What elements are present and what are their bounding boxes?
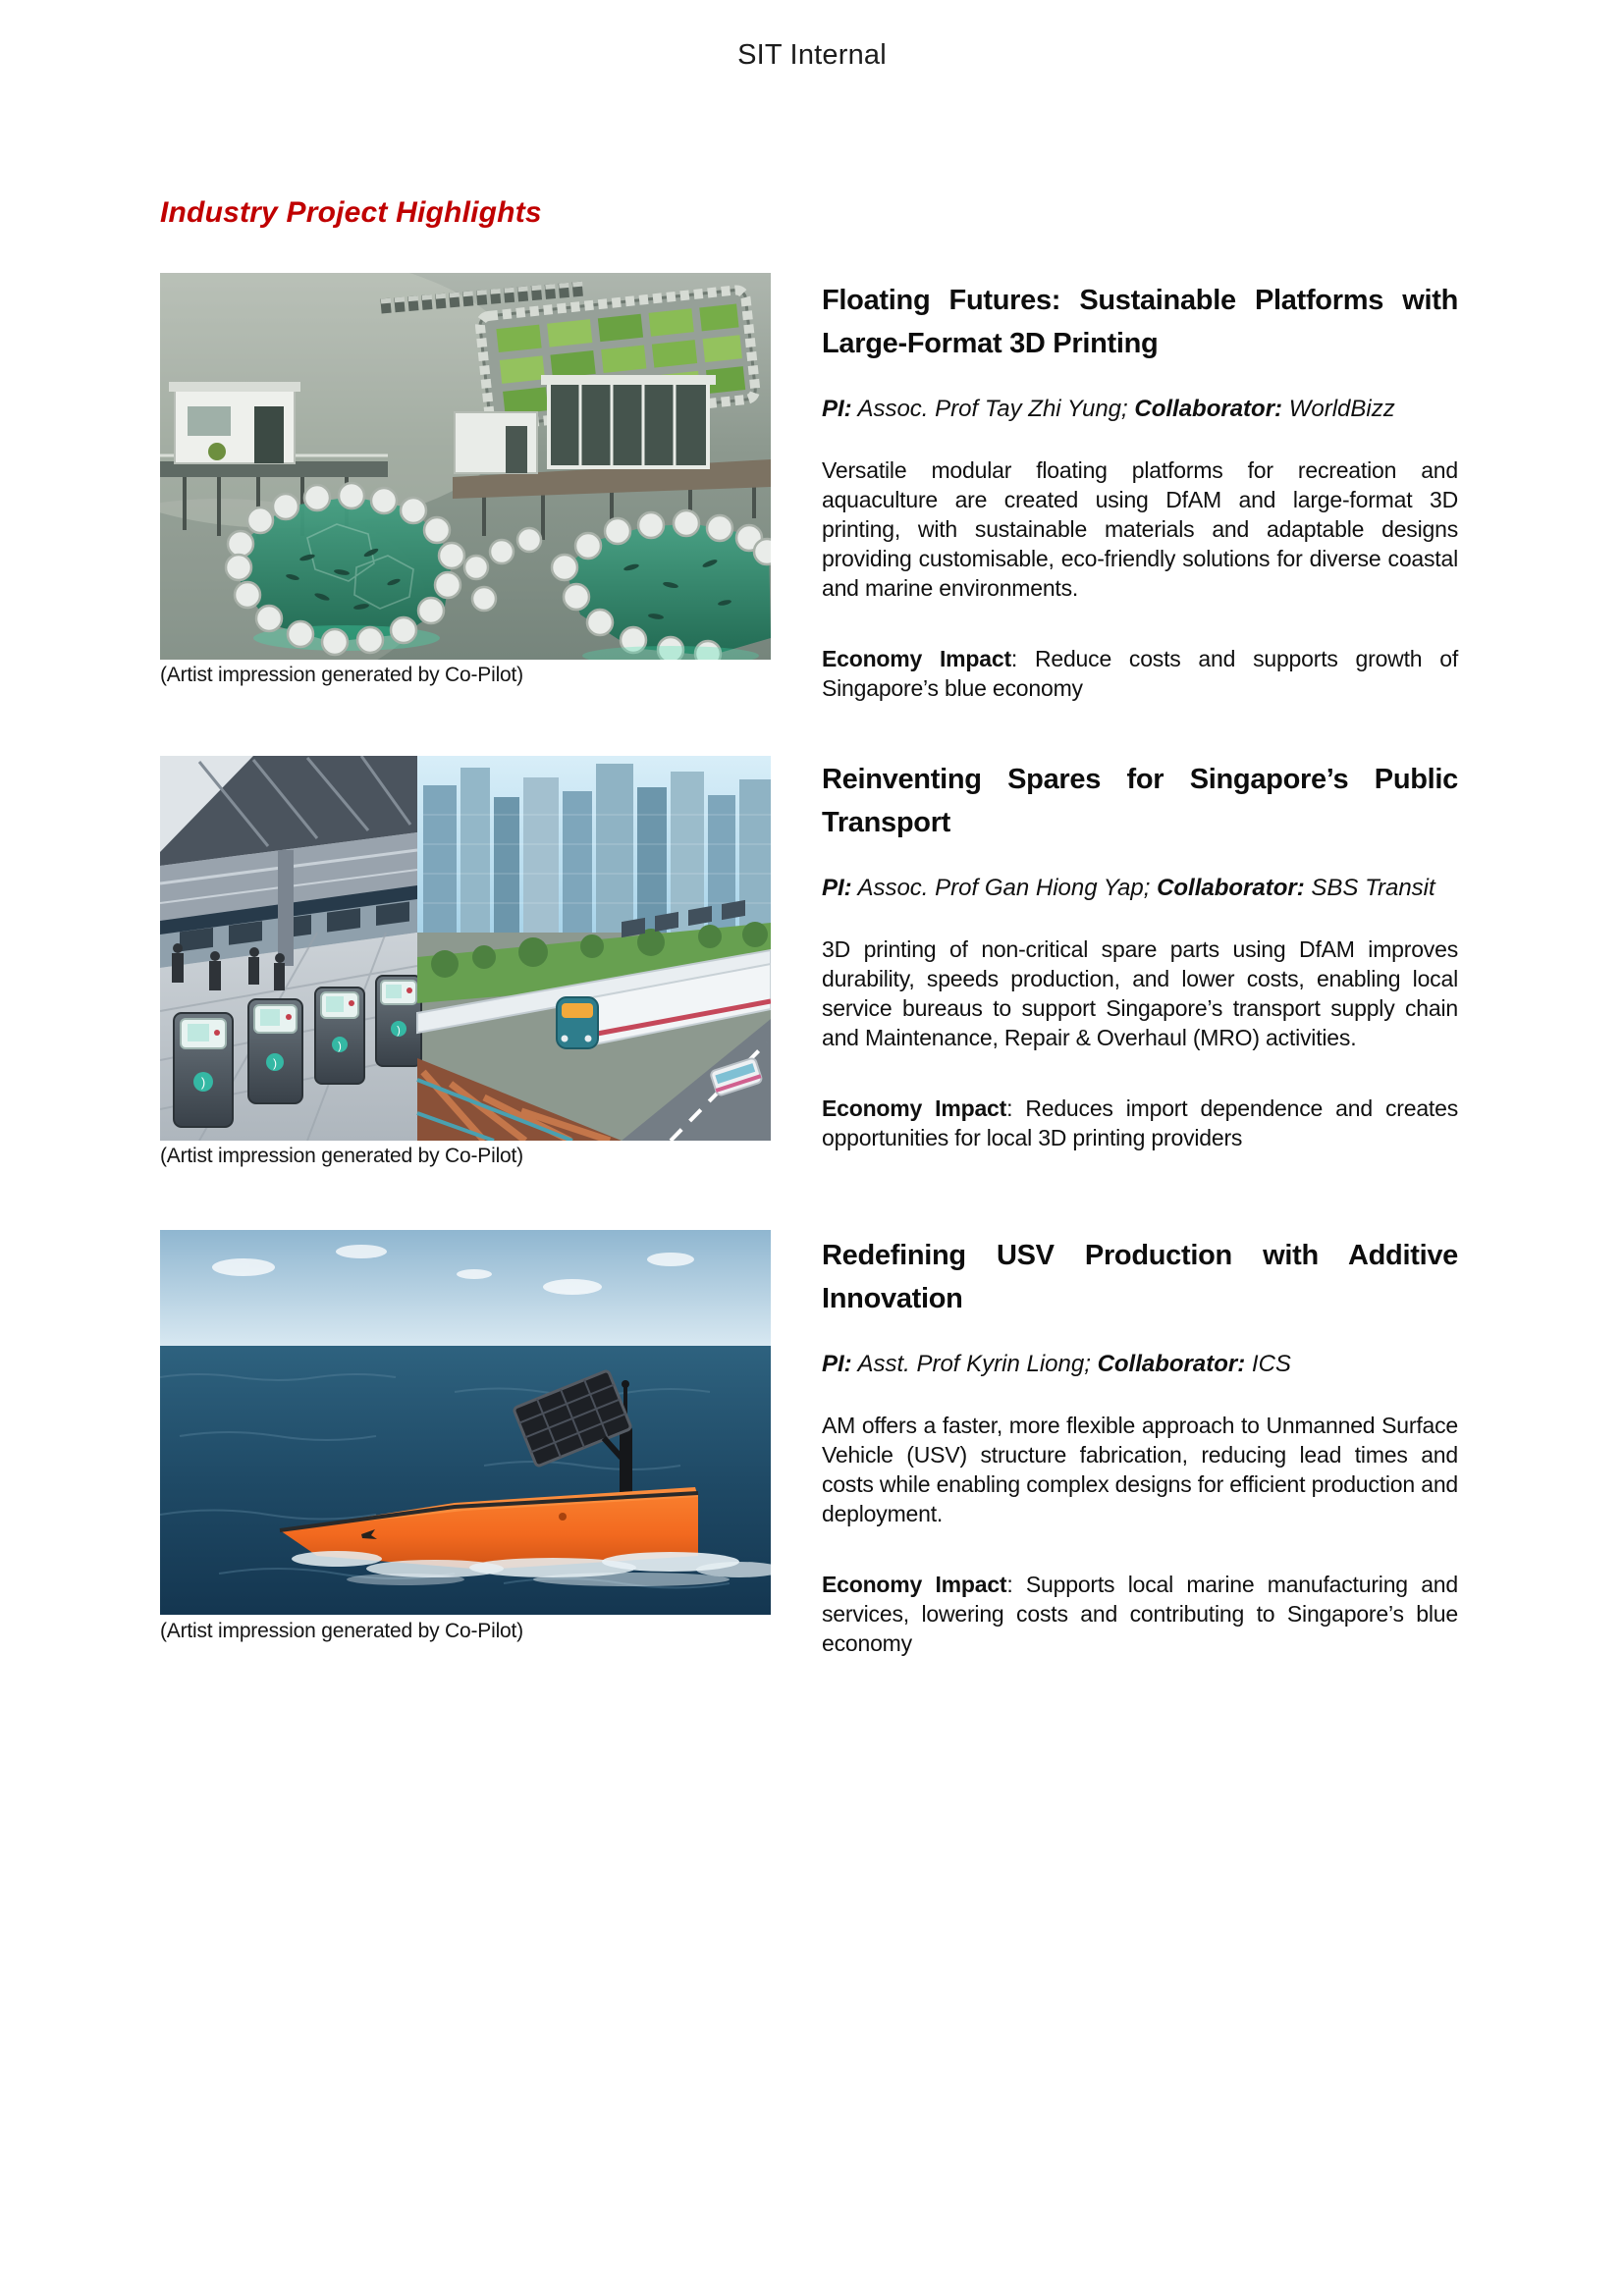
collaborator-name: SBS Transit [1304, 875, 1435, 901]
impact-label: Economy Impact [822, 646, 1011, 671]
impact-text: : Reduce costs and supports growth of Singapore’s blue economy [822, 646, 1459, 701]
collaborator-label: Collaborator: [1157, 875, 1305, 901]
usv-boat-art [160, 1230, 771, 1615]
svg-text:): ) [397, 1025, 401, 1037]
svg-text:): ) [200, 1075, 206, 1090]
project-image-public-transport [160, 756, 771, 1141]
collaborator-label: Collaborator: [1134, 396, 1283, 422]
collaborator-label: Collaborator: [1097, 1351, 1246, 1377]
impact-label: Economy Impact [822, 1095, 1007, 1121]
public-transport-art [160, 756, 771, 1141]
page-heading: Industry Project Highlights [160, 196, 542, 229]
pi-label: PI: [822, 1351, 852, 1377]
svg-text:): ) [338, 1041, 342, 1052]
pi-name: Assoc. Prof Gan Hiong Yap; [851, 875, 1158, 901]
project-title: Floating Futures: Sustainable Platforms with Large-Format 3D Printing [822, 285, 1458, 359]
pi-label: PI: [822, 875, 852, 901]
project-section-floating-futures [822, 279, 1458, 703]
project-image-floating-platforms [160, 273, 771, 660]
image-caption: (Artist impression generated by Co-Pilot) [160, 664, 523, 686]
pi-line [822, 1350, 1458, 1379]
image-caption: (Artist impression generated by Co-Pilot) [160, 1620, 523, 1642]
collaborator-name: WorldBizz [1282, 396, 1395, 422]
pi-label: PI: [822, 396, 852, 422]
project-title: Redefining USV Production with Additive Innovation [822, 1240, 1458, 1314]
impact-text: : Reduces import dependence and creates opportunities for local 3D printing providers [822, 1095, 1459, 1150]
project-description: Versatile modular floating platforms for recreation and aquaculture are created using DfAM and large-format 3D printing, with sustainable materials and adaptable designs providing customisable, eco-friendly solutions for diverse coastal and marine environments. [822, 457, 1458, 601]
pi-line [822, 395, 1458, 424]
project-description: 3D printing of non-critical spare parts using DfAM improves durability, speeds production, and lower costs, enabling local service bureaus to support Singapore’s transport supply chain and Maintenance, Repair & Overhaul (MRO) activities. [822, 936, 1458, 1050]
document-header: SIT Internal [737, 39, 887, 71]
pi-line [822, 874, 1458, 903]
floating-platforms-art [160, 273, 771, 660]
impact-text: : Supports local marine manufacturing and services, lowering costs and contributing to Singapore’s blue economy [822, 1572, 1458, 1656]
collaborator-name: ICS [1245, 1351, 1291, 1377]
impact-paragraph [822, 1570, 1458, 1658]
image-caption: (Artist impression generated by Co-Pilot) [160, 1145, 523, 1167]
project-section-usv [822, 1234, 1458, 1658]
project-description: AM offers a faster, more flexible approach to Unmanned Surface Vehicle (USV) structure fabrication, reducing lead times and costs while enabling complex designs for efficient production and deployment. [822, 1413, 1458, 1526]
project-image-usv [160, 1230, 771, 1615]
impact-label: Economy Impact [822, 1572, 1007, 1597]
project-section-public-transport [822, 758, 1458, 1152]
pi-name: Asst. Prof Kyrin Liong; [851, 1351, 1098, 1377]
svg-text:): ) [273, 1056, 277, 1070]
project-title: Reinventing Spares for Singapore’s Public Transport [822, 764, 1458, 838]
impact-paragraph [822, 644, 1458, 703]
pi-name: Assoc. Prof Tay Zhi Yung; [851, 396, 1135, 422]
impact-paragraph [822, 1094, 1458, 1152]
